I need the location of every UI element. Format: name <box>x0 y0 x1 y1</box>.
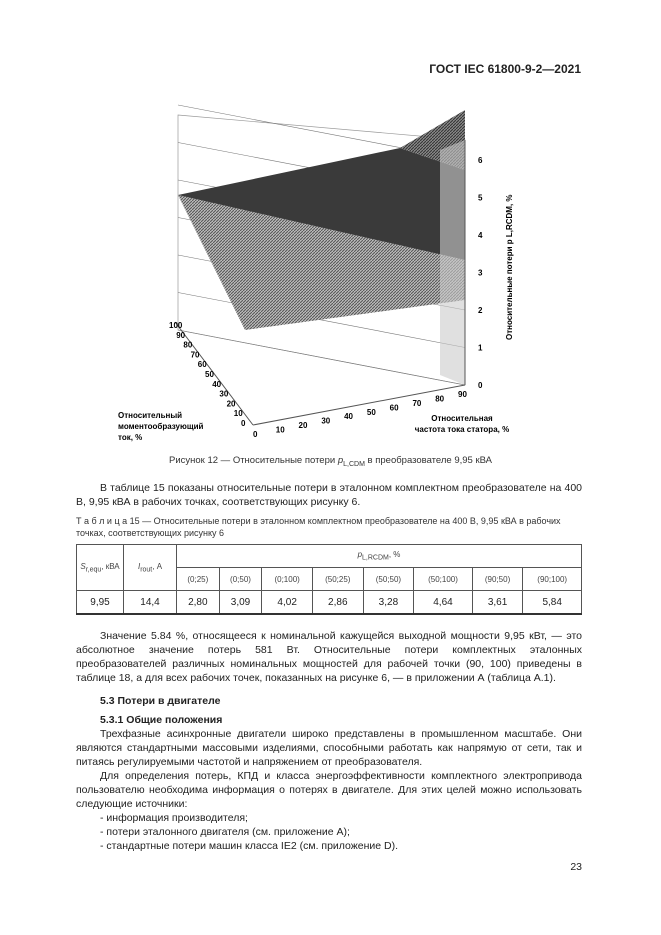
x-tick-label: 0 <box>253 430 258 439</box>
column-header: (90;50) <box>472 568 523 591</box>
z-tick-label: 5 <box>478 193 483 203</box>
list-item: - информация производителя; <box>100 812 248 824</box>
table-cell: 3,61 <box>472 591 523 615</box>
y-tick-label: 20 <box>226 399 236 409</box>
y-tick-label: 70 <box>190 350 200 360</box>
table-cell: 9,95 <box>77 591 124 615</box>
paragraph: Значение 5.84 %, относящееся к номинальной кажущейся выходной мощности 9,95 кВт, — это абсолютное значение потерь 581 Вт. Относительные потери комплектных эталонных преобразователей различных номинальных мощностей для рабочей точки (90, 100) приведены в таблице 18, а для всех рабочих точек, показанных на рисунке 6, — в приложении А (таблица А.1). <box>76 630 582 684</box>
x-tick-label: 40 <box>344 412 354 422</box>
caption-symbol: p <box>337 455 344 466</box>
header-p: $p_{L,RCDM}$, % <box>177 545 582 568</box>
figure-caption <box>0 455 661 468</box>
x-tick-label: 50 <box>366 407 376 417</box>
z-axis-label: Относительные потери p L,RCDM, % <box>505 194 514 340</box>
y-tick-label: 10 <box>233 409 243 419</box>
z-tick-label: 6 <box>478 156 483 165</box>
table-cell: 3,09 <box>219 591 262 615</box>
column-header: (50;100) <box>414 568 473 591</box>
y-tick-label: 50 <box>205 370 214 379</box>
z-tick-label: 4 <box>478 231 483 240</box>
column-header: (50;50) <box>363 568 414 591</box>
losses-table <box>76 544 582 615</box>
paragraph: Для определения потерь, КПД и класса энергоэффективности комплектного электропривода пользователю необходима информация о потерях в двигателе. Для этих целей можно использовать следующие источники: <box>76 770 582 810</box>
document-header: ГОСТ IEC 61800-9-2—2021 <box>429 62 581 76</box>
x-tick-label: 30 <box>321 416 331 426</box>
x-tick-label: 90 <box>458 390 467 399</box>
caption-text: в преобразователе 9,95 кВА <box>364 455 492 466</box>
table-cell: 4,02 <box>262 591 313 615</box>
right-wall <box>440 140 465 385</box>
x-tick-label: 70 <box>412 398 422 408</box>
table-cell: 5,84 <box>523 591 582 615</box>
table-cell: 4,64 <box>414 591 473 615</box>
x-tick-label: 60 <box>389 403 399 413</box>
column-header: (0;50) <box>219 568 262 591</box>
y-tick-label: 80 <box>183 340 193 350</box>
paragraph: Трехфазные асинхронные двигатели широко представлены в промышленном масштабе. Они являются стандартными массовыми изделиями, способными работать как напрямую от сети, так и питаясь регулируемыми частотой и напряжением от преобразователя. <box>76 728 582 768</box>
z-tick-label: 2 <box>478 306 483 315</box>
table-cell: 2,86 <box>312 591 363 615</box>
page-number: 23 <box>570 861 582 873</box>
y-axis-label: Относительный моментообразующий ток, % <box>118 411 204 442</box>
x-tick-label: 10 <box>275 425 285 435</box>
header-i: $I_{rout}$, А <box>124 545 177 591</box>
z-tick-label: 0 <box>478 381 483 390</box>
y-tick-label: 30 <box>219 389 229 399</box>
table-caption: Т а б л и ц а 15 — Относительные потери в эталонном комплектном преобразователе на 400 В, 9,95 кВА в рабочих точках, соответствующих рисунку 6 <box>76 516 561 538</box>
table-cell: 3,28 <box>363 591 414 615</box>
table-cell: 14,4 <box>124 591 177 615</box>
y-tick-label: 60 <box>197 360 207 370</box>
z-tick-label: 3 <box>478 268 483 278</box>
section-heading: 5.3 Потери в двигателе <box>100 695 221 707</box>
caption-text: Рисунок 12 — Относительные потери <box>169 455 338 466</box>
column-header: (0;25) <box>177 568 220 591</box>
paragraph: В таблице 15 показаны относительные потери в эталонном комплектном преобразователе на 400 В, 9,95 кВА в рабочих точках, соответствующих рисунку 6. <box>76 482 582 508</box>
caption-subscript: L,CDM <box>343 460 365 468</box>
y-tick-label: 100 <box>169 321 183 330</box>
column-header: (90;100) <box>523 568 582 591</box>
column-header: (50;25) <box>312 568 363 591</box>
body-text <box>76 481 582 873</box>
surface-chart <box>0 0 661 450</box>
y-tick-label: 0 <box>241 419 246 428</box>
z-tick-label: 1 <box>478 343 483 353</box>
header-s: $S_{r,equ}$, кВА <box>77 545 124 591</box>
x-axis-label: Относительная частота тока статора, % <box>414 414 510 434</box>
y-tick-label: 90 <box>176 330 186 340</box>
table-cell: 2,80 <box>177 591 220 615</box>
list-item: - потери эталонного двигателя (см. приложение А); <box>100 826 350 838</box>
x-tick-label: 20 <box>298 421 308 431</box>
list-item: - стандартные потери машин класса IE2 (см. приложение D). <box>100 840 399 852</box>
x-tick-label: 80 <box>435 394 445 404</box>
y-tick-label: 40 <box>212 379 222 389</box>
subsection-heading: 5.3.1 Общие положения <box>100 714 223 726</box>
column-header: (0;100) <box>262 568 313 591</box>
